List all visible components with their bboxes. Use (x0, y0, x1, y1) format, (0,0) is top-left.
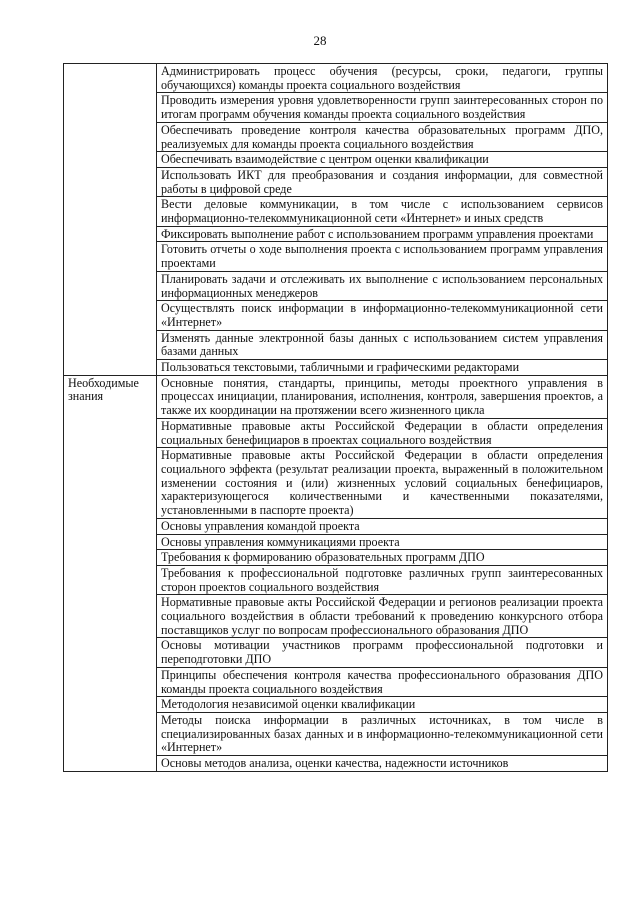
requirement-item: Нормативные правовые акты Российской Федерации в области определения социальных бенефициаров в проектах социального воздействия (157, 418, 608, 447)
section-heading: Необходимые знания (64, 375, 157, 771)
requirement-item: Основные понятия, стандарты, принципы, методы проектного управления в процессах инициации, планирования, исполнения, контроля, завершения проектов, а также их координации на протяжении всего жизненного цикла (157, 375, 608, 418)
requirement-item: Планировать задачи и отслеживать их выполнение с использованием персональных информационных менеджеров (157, 271, 608, 300)
requirement-item: Основы мотивации участников программ профессиональной подготовки и переподготовки ДПО (157, 638, 608, 667)
requirement-item: Вести деловые коммуникации, в том числе с использованием сервисов информационно-телекоммуникационной сети «Интернет» и иных средств (157, 197, 608, 226)
table-row (64, 64, 608, 93)
requirement-item: Нормативные правовые акты Российской Федерации в области определения социального эффекта (результат реализации проекта, выраженный в положительном изменении состояния и (или) жизненных условий социальных бенефициаров, характеризующегося количественными и качественными показателями, установленными в паспорте проекта) (157, 448, 608, 519)
requirement-item: Администрировать процесс обучения (ресурсы, сроки, педагоги, группы обучающихся) команды проекта социального воздействия (157, 64, 608, 93)
requirement-item: Принципы обеспечения контроля качества профессионального образования ДПО команды проекта социального воздействия (157, 667, 608, 696)
requirement-item: Обеспечивать проведение контроля качества образовательных программ ДПО, реализуемых для команды проекта социального воздействия (157, 122, 608, 151)
requirement-item: Основы управления коммуникациями проекта (157, 534, 608, 550)
requirement-item: Изменять данные электронной базы данных с использованием систем управления базами данных (157, 330, 608, 359)
requirement-item: Использовать ИКТ для преобразования и создания информации, для совместной работы в цифровой среде (157, 167, 608, 196)
requirement-item: Готовить отчеты о ходе выполнения проекта с использованием программ управления проектами (157, 242, 608, 271)
requirement-item: Фиксировать выполнение работ с использованием программ управления проектами (157, 226, 608, 242)
requirement-item: Проводить измерения уровня удовлетворенности групп заинтересованных сторон по итогам программ обучения команды проекта социального воздействия (157, 93, 608, 122)
requirements-table (63, 63, 608, 772)
requirement-item: Основы управления командой проекта (157, 518, 608, 534)
requirement-item: Методология независимой оценки квалификации (157, 697, 608, 713)
requirement-item: Требования к профессиональной подготовке различных групп заинтересованных сторон проектов социального воздействия (157, 565, 608, 594)
requirement-item: Нормативные правовые акты Российской Федерации и регионов реализации проекта социального воздействия в области требований к проведению конкурсного отбора поставщиков услуг по вопросам профессионального образования ДПО (157, 595, 608, 638)
requirement-item: Осуществлять поиск информации в информационно-телекоммуникационной сети «Интернет» (157, 301, 608, 330)
requirements-table-body (64, 64, 608, 772)
table-row (64, 375, 608, 418)
page-number: 28 (313, 33, 327, 48)
requirement-item: Пользоваться текстовыми, табличными и графическими редакторами (157, 360, 608, 376)
requirement-item: Требования к формированию образовательных программ ДПО (157, 550, 608, 566)
requirement-item: Обеспечивать взаимодействие с центром оценки квалификации (157, 152, 608, 168)
section-heading (64, 64, 157, 376)
requirement-item: Методы поиска информации в различных источниках, в том числе в специализированных базах данных и в информационно-телекоммуникационной сети «Интернет» (157, 712, 608, 755)
requirement-item: Основы методов анализа, оценки качества, надежности источников (157, 756, 608, 772)
